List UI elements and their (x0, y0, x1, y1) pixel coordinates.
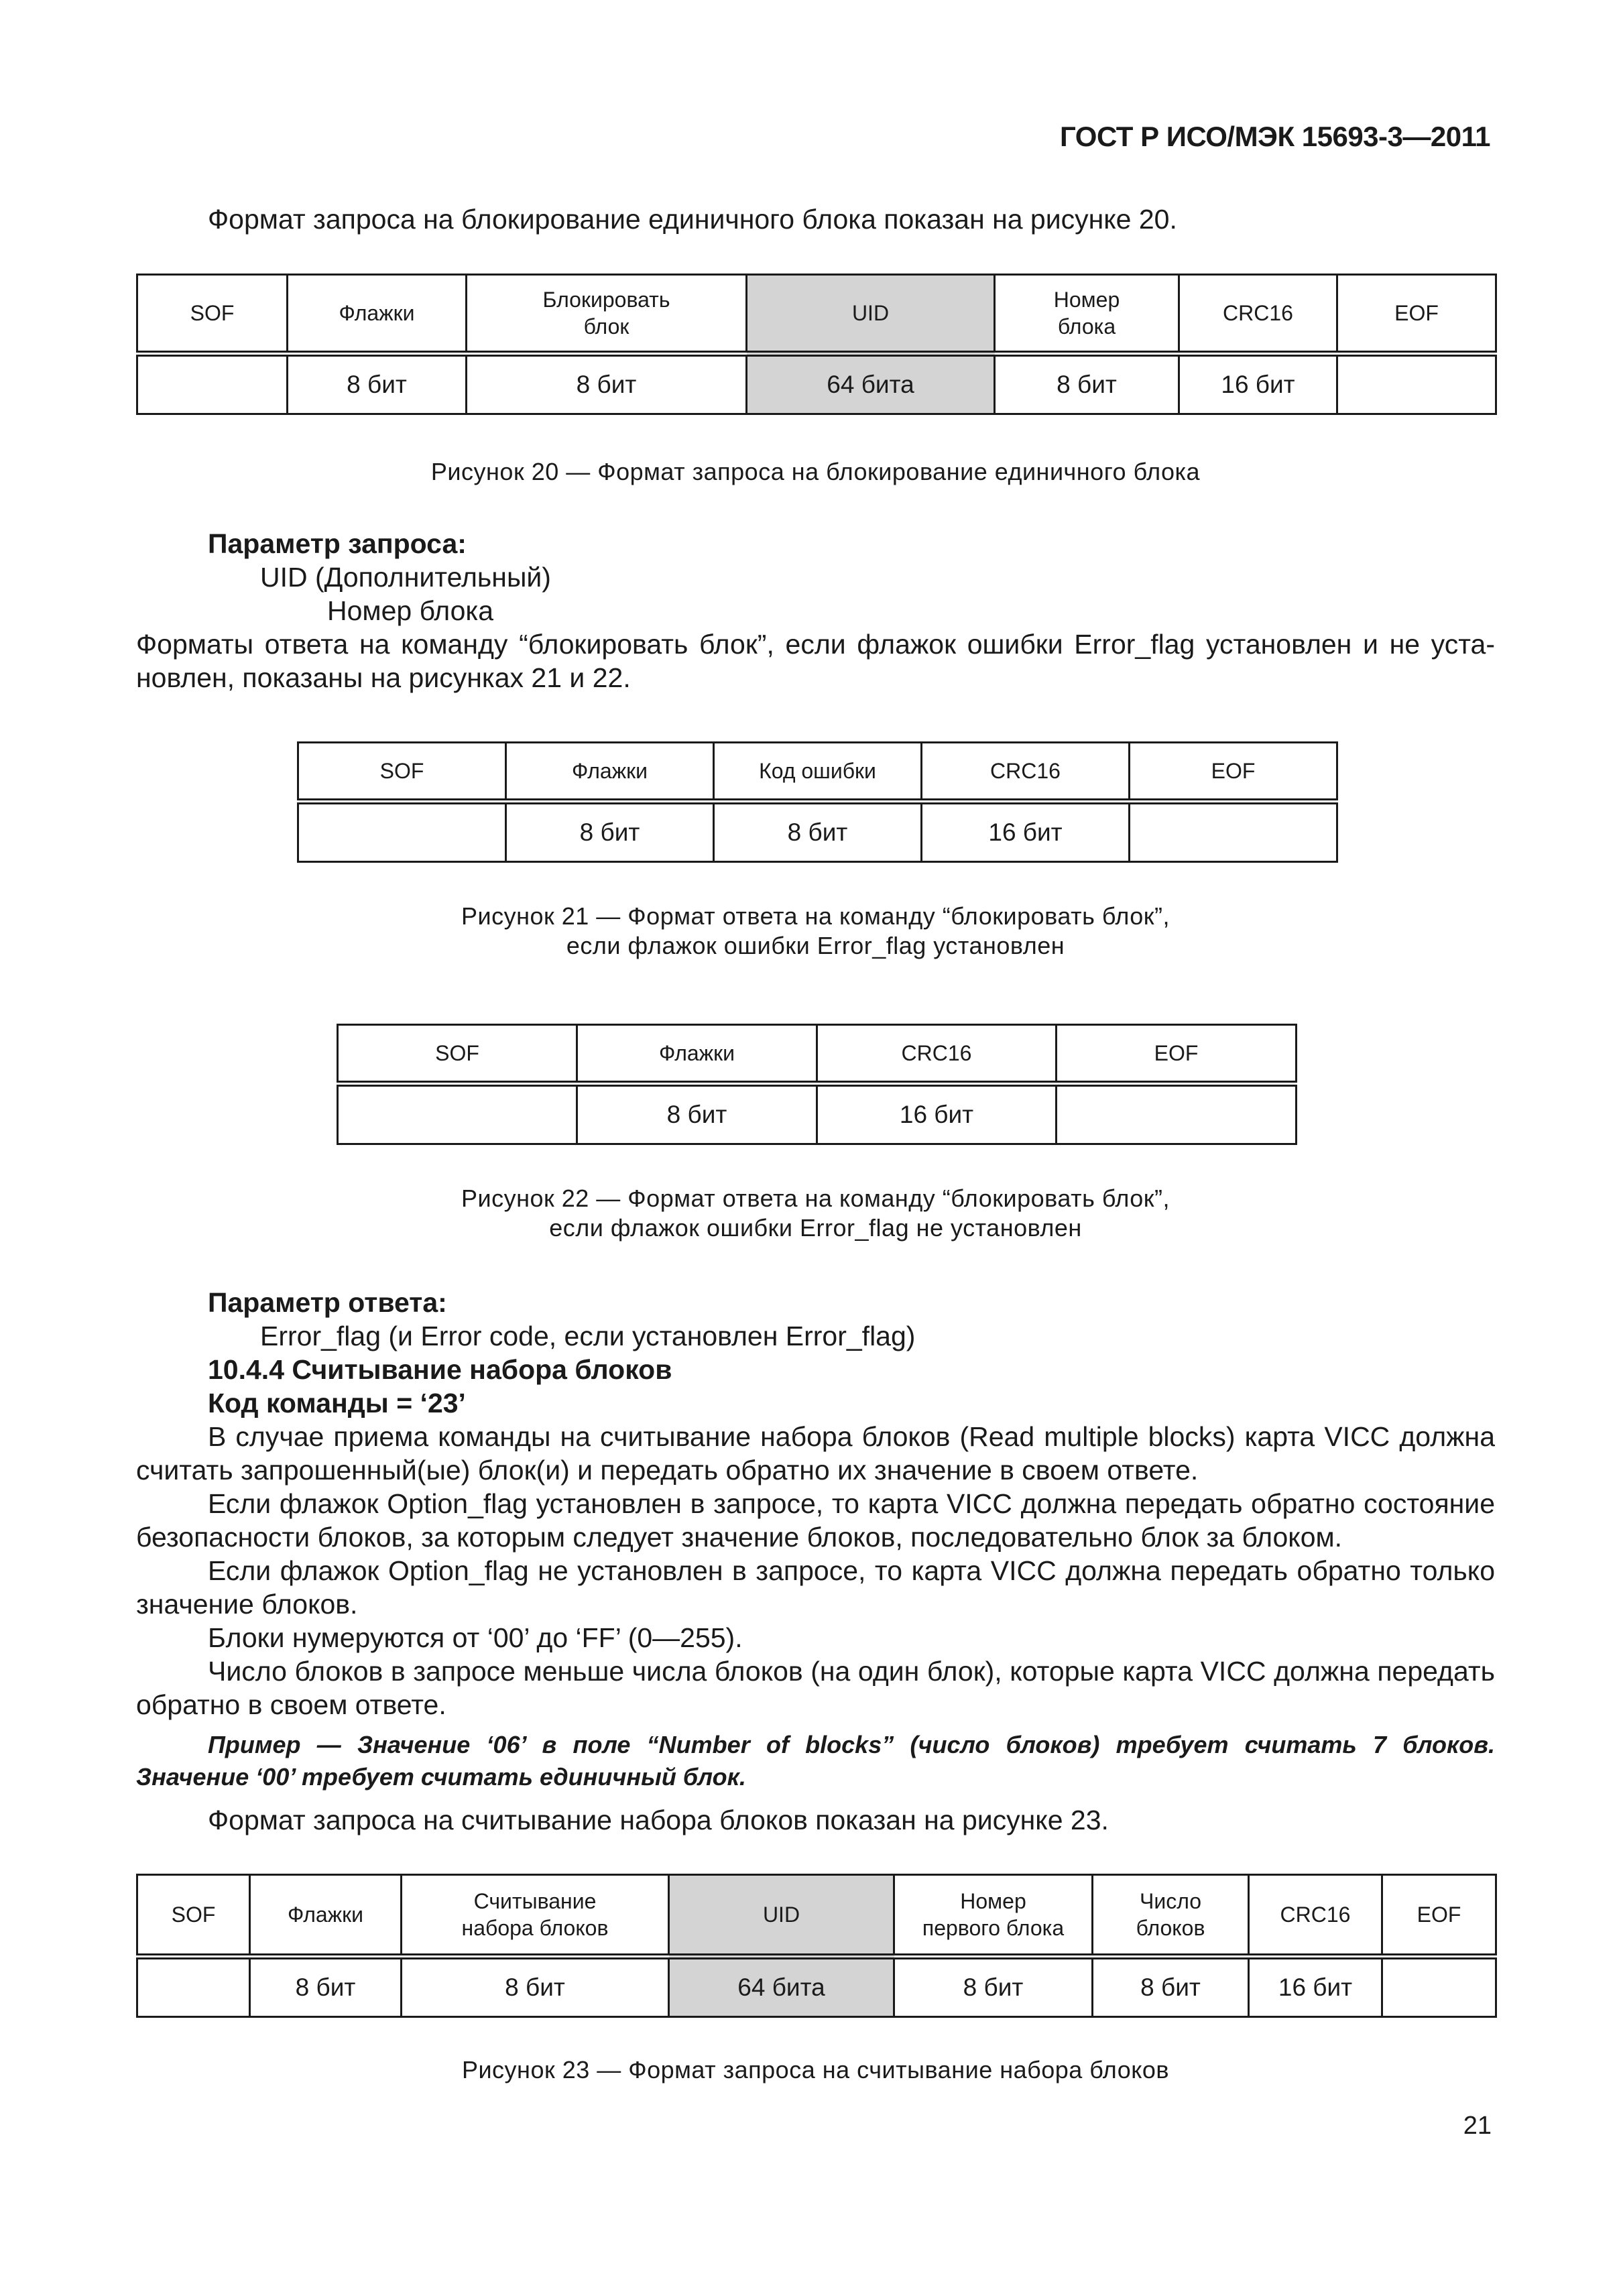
figure-21-caption-line: Рисунок 21 — Формат ответа на команду “блокировать блок”, (461, 902, 1170, 930)
header-line: набора блоков (461, 1916, 609, 1940)
paragraph-line: значение блоков. (136, 1589, 358, 1620)
intro-fig20: Формат запроса на блокирование единичного блока показан на рисунке 20. (208, 204, 1177, 235)
header-cell: SOF (137, 275, 288, 354)
size-cell (1057, 1084, 1297, 1144)
size-cell: 8 бит (250, 1957, 402, 2017)
header-cell (402, 1875, 669, 1957)
header-cell: Флажки (250, 1875, 402, 1957)
intro-fig23: Формат запроса на считывание набора блоков показан на рисунке 23. (208, 1805, 1109, 1835)
size-cell: 8 бит (467, 354, 747, 414)
header-cell (467, 275, 747, 354)
header-cell: Флажки (506, 743, 714, 802)
header-cell: UID (747, 275, 995, 354)
header-cell: EOF (1057, 1025, 1297, 1084)
example-line: Значение ‘00’ требует считать единичный блок. (136, 1763, 746, 1791)
header-cell: CRC16 (1179, 275, 1337, 354)
response-param-line: Error_flag (и Error code, если установлен Error_flag) (260, 1321, 916, 1351)
paragraph-line: В случае приема команды на считывание набора блоков (Read multiple blocks) карта VICC должна (208, 1421, 1495, 1452)
request-param-line: Номер блока (327, 595, 494, 626)
size-cell: 8 бит (402, 1957, 669, 2017)
response-param-title: Параметр ответа: (208, 1287, 447, 1318)
size-cell: 8 бит (288, 354, 467, 414)
response-formats-text-line: новлен, показаны на рисунках 21 и 22. (136, 662, 631, 693)
header-cell: EOF (1337, 275, 1496, 354)
header-cell: CRC16 (922, 743, 1130, 802)
figure-20-table (136, 274, 1497, 415)
size-cell: 16 бит (817, 1084, 1057, 1144)
header-line: Число (1139, 1889, 1202, 1913)
header-line: Считывание (473, 1889, 597, 1913)
header-cell: SOF (137, 1875, 250, 1957)
header-line: Номер (1053, 288, 1120, 312)
size-cell (1337, 354, 1496, 414)
size-cell: 64 бита (747, 354, 995, 414)
paragraph-line: Блоки нумеруются от ‘00’ до ‘FF’ (0—255). (208, 1622, 743, 1653)
size-cell: 8 бит (894, 1957, 1093, 2017)
request-param-title: Параметр запроса: (208, 528, 467, 559)
header-cell: Код ошибки (714, 743, 922, 802)
figure-22-caption-line: если флажок ошибки Error_flag не установлен (549, 1214, 1082, 1242)
paragraph-line: обратно в своем ответе. (136, 1689, 446, 1720)
size-cell: 16 бит (1249, 1957, 1382, 2017)
response-formats-text-line: Форматы ответа на команду “блокировать блок”, если флажок ошибки Error_flag установлен и не уста- (136, 629, 1495, 660)
size-cell (1382, 1957, 1496, 2017)
request-param-line: UID (Дополнительный) (260, 562, 551, 593)
figure-21-table (297, 741, 1338, 863)
paragraph-line: безопасности блоков, за которым следует значение блоков, последовательно блок за блоком. (136, 1522, 1343, 1553)
header-cell: SOF (338, 1025, 577, 1084)
header-cell: CRC16 (817, 1025, 1057, 1084)
size-cell: 8 бит (506, 802, 714, 862)
header-cell: EOF (1382, 1875, 1496, 1957)
command-code: Код команды = ‘23’ (208, 1388, 466, 1418)
example-line: Пример — Значение ‘06’ в поле “Number of blocks” (число блоков) требует считать 7 блоков. (208, 1731, 1495, 1758)
figure-22-caption-line: Рисунок 22 — Формат ответа на команду “блокировать блок”, (461, 1185, 1170, 1212)
size-cell (137, 354, 288, 414)
header-cell: Флажки (288, 275, 467, 354)
paragraph-line: Если флажок Option_flag не установлен в запросе, то карта VICC должна передать обратно только (208, 1555, 1495, 1586)
paragraph-line: Если флажок Option_flag установлен в запросе, то карта VICC должна передать обратно состояние (208, 1488, 1495, 1519)
paragraph-line: Число блоков в запросе меньше числа блоков (на один блок), которые карта VICC должна передать (208, 1656, 1495, 1687)
size-cell: 8 бит (995, 354, 1179, 414)
header-cell: UID (669, 1875, 894, 1957)
header-line: блоков (1136, 1916, 1205, 1940)
header-line: первого блока (922, 1916, 1065, 1940)
figure-20-caption: Рисунок 20 — Формат запроса на блокирование единичного блока (430, 458, 1201, 485)
size-cell (1130, 802, 1337, 862)
header-line: Номер (960, 1889, 1026, 1913)
header-cell (894, 1875, 1093, 1957)
size-cell (338, 1084, 577, 1144)
paragraph-line: считать запрошенный(ые) блок(и) и передать обратно их значение в своем ответе. (136, 1455, 1199, 1486)
size-cell: 64 бита (669, 1957, 894, 2017)
header-cell: SOF (298, 743, 506, 802)
size-cell: 8 бит (577, 1084, 817, 1144)
page-number: 21 (1463, 2112, 1492, 2140)
size-cell (298, 802, 506, 862)
size-cell: 16 бит (922, 802, 1130, 862)
header-cell (1093, 1875, 1249, 1957)
figure-23-table (136, 1874, 1497, 2018)
size-cell (137, 1957, 250, 2017)
figure-22-table (337, 1024, 1297, 1145)
header-line: блок (583, 314, 629, 339)
header-line: блока (1057, 314, 1116, 339)
size-cell: 16 бит (1179, 354, 1337, 414)
section-heading: 10.4.4 Считывание набора блоков (208, 1354, 672, 1385)
header-cell: Флажки (577, 1025, 817, 1084)
header-cell (995, 275, 1179, 354)
figure-23-caption: Рисунок 23 — Формат запроса на считывание набора блоков (461, 2056, 1170, 2083)
figure-21-caption-line: если флажок ошибки Error_flag установлен (566, 932, 1065, 959)
document-standard-header: ГОСТ Р ИСО/МЭК 15693-3—2011 (1060, 121, 1490, 152)
size-cell: 8 бит (714, 802, 922, 862)
size-cell: 8 бит (1093, 1957, 1249, 2017)
header-line: Блокировать (542, 288, 670, 312)
header-cell: EOF (1130, 743, 1337, 802)
header-cell: CRC16 (1249, 1875, 1382, 1957)
